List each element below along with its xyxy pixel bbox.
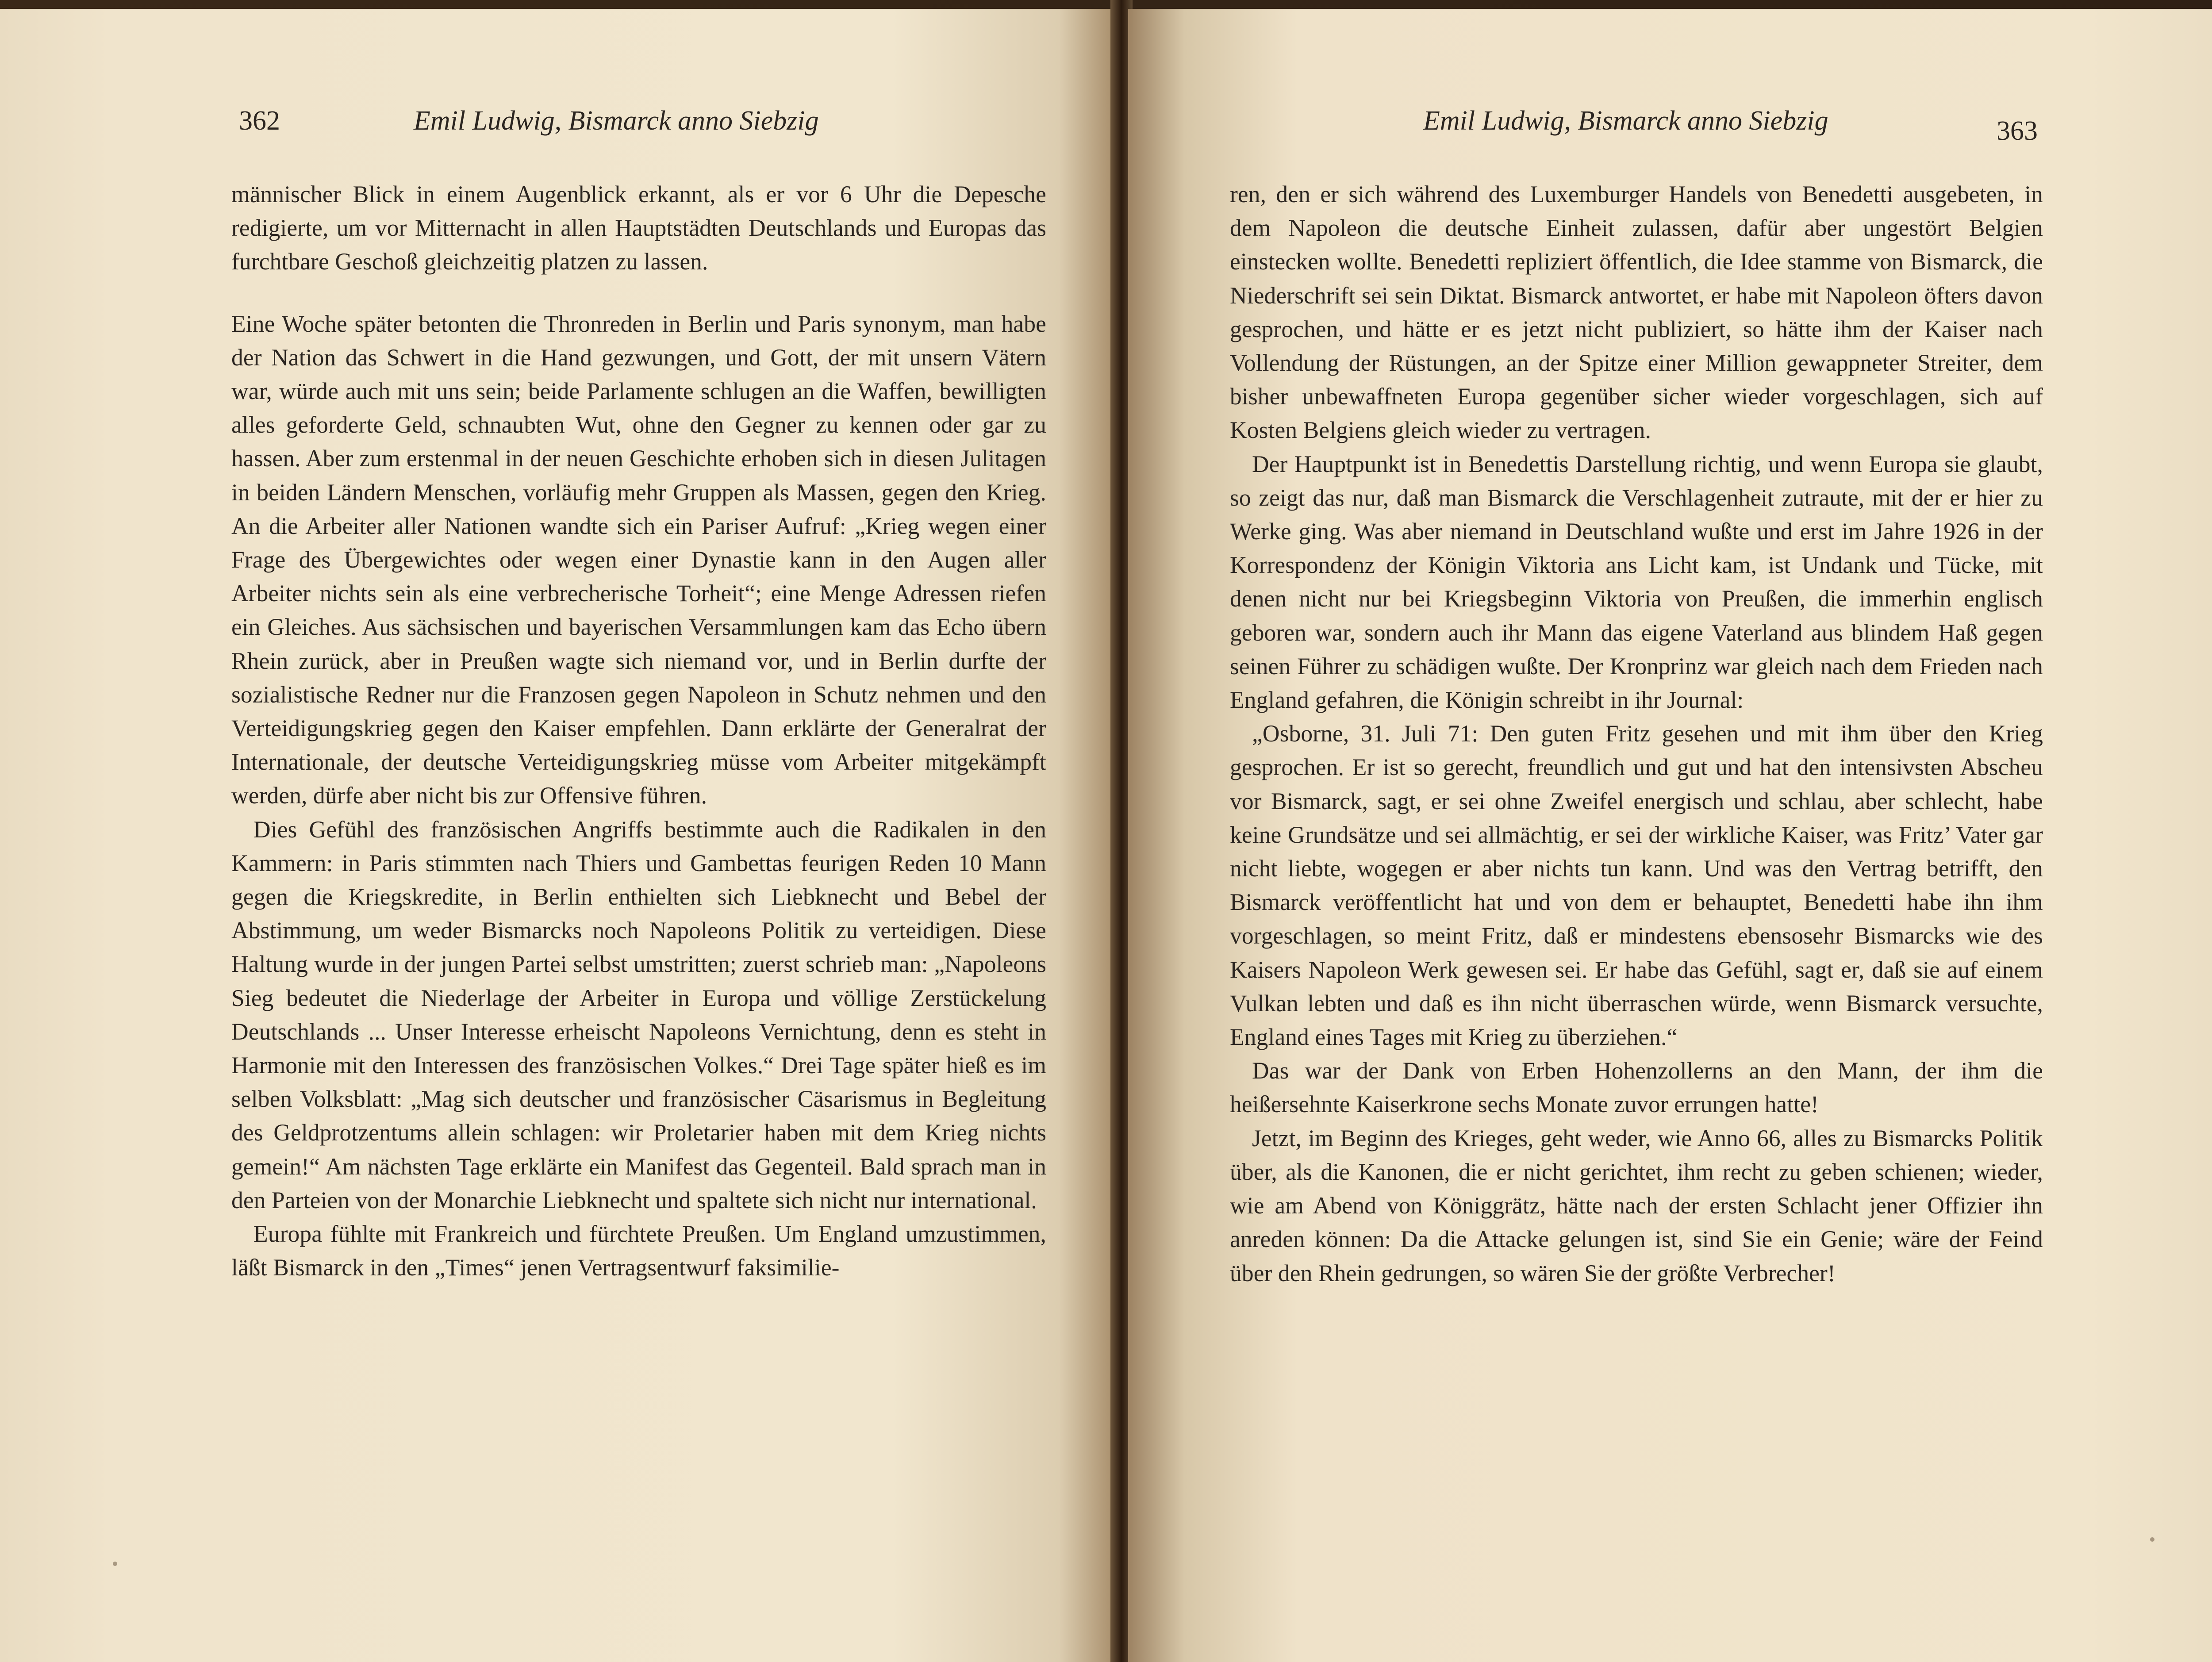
running-head: Emil Ludwig, Bismarck anno Siebzig <box>1423 106 1828 136</box>
page-body <box>1230 177 2043 1290</box>
paragraph: Das war der Dank von Erben Hohenzollerns an den Mann, der ihm die heißersehnte Kaiserkrone sechs Monate zuvor errungen hatte! <box>1230 1057 2043 1118</box>
paragraph: Der Hauptpunkt ist in Benedettis Darstellung richtig, und wenn Europa sie glaubt, so zeigt das nur, daß man Bismarck die Verschlagenheit zutraute, mit der er hier zu Werke ging. Was aber niemand in Deutschland wußte und erst im Jahre 1926 in der Korrespondenz der Königin Viktoria ans Licht kam, ist Undank und Tücke, mit denen nicht nur bei Kriegsbeginn Viktoria von Preußen, die immerhin englisch geboren war, sondern auch ihr Mann das eigene Vaterland aus blindem Haß gegen seinen Führer zu schädigen wußte. Der Kronprinz war gleich nach dem Frieden nach England gefahren, die Königin schreibt in ihr Journal: <box>1230 450 2043 714</box>
paper-speck <box>113 1562 117 1566</box>
paragraph: Jetzt, im Beginn des Krieges, geht weder, wie Anno 66, alles zu Bismarcks Politik über, als die Kanonen, die er nicht gerichtet, ihm recht zu geben schienen; wieder, wie am Abend von Königgrätz, hätte nach der ersten Schlacht jener Offizier ihn anreden können: Da die Attacke gelungen ist, sind Sie ein Genie; wäre der Feind über den Rhein gedrungen, so wären Sie der größte Verbrecher! <box>1230 1125 2043 1286</box>
paragraph: „Osborne, 31. Juli 71: Den guten Fritz gesehen und mit ihm über den Krieg gesprochen. Er ist so gerecht, freundlich und gut und hat den intensivsten Abscheu vor Bismarck, sagt, er sei ohne Zweifel energisch und schlau, aber schlecht, habe keine Grundsätze und sei allmächtig, er sei der wirkliche Kaiser, was Fritz’ Vater gar nicht liebte, wogegen er aber nichts tun kann. Und was den Vertrag betrifft, den Bismarck veröffentlicht hat und von dem er behauptet, Benedetti habe ihn ihm vorgeschlagen, so meint Fritz, daß er mindestens ebensosehr Bismarcks wie des Kaisers Napoleon Werk gewesen sei. Er habe das Gefühl, sagt er, daß sie auf einem Vulkan lebten und daß es ihn nicht überraschen würde, wenn Bismarck versuchte, England eines Tages mit Krieg zu überziehen.“ <box>1230 720 2043 1051</box>
running-head: Emil Ludwig, Bismarck anno Siebzig <box>414 106 819 136</box>
paragraph: ren, den er sich während des Luxemburger Handels von Benedetti ausgebeten, in dem Napoleon die deutsche Einheit zulassen, dafür aber ungestört Belgien einstecken wollte. Benedetti repliziert öffentlich, die Idee stamme von Bismarck, die Niederschrift sei sein Diktat. Bismarck antwortet, er habe mit Napoleon öfters davon gesprochen, und hätte er es jetzt nicht publiziert, so hätte ihm der Kaiser nach Vollendung der Rüstungen, an der Spitze einer Million gewappneter Streiter, dem bisher unbewaffneten Europa gegenüber sicher wieder vorgeschlagen, sich auf Kosten Belgiens gleich wieder zu vertragen. <box>1230 181 2043 444</box>
left-page <box>0 9 1115 1662</box>
paragraph: Dies Gefühl des französischen Angriffs bestimmte auch die Radikalen in den Kammern: in Paris stimmten nach Thiers und Gambettas feurigen Reden 10 Mann gegen die Kriegskredite, in Berlin enthielten sich Liebknecht und Bebel der Abstimmung, um weder Bismarcks noch Napoleons Politik zu verteidigen. Diese Haltung wurde in der jungen Partei selbst umstritten; zuerst schrieb man: „Napoleons Sieg bedeutet die Niederlage der Arbeiter in Europa und völlige Zerstückelung Deutschlands ... Unser Interesse erheischt Napoleons Vernichtung, denn es steht in Harmonie mit den Interessen des französischen Volkes.“ Drei Tage später hieß es im selben Volksblatt: „Mag sich deutscher und französischer Cäsarismus in Begleitung des Geldprotzentums allein schlagen: wir Proletarier haben mit dem Krieg nichts gemein!“ Am nächsten Tage erklärte ein Manifest das Gegenteil. Bald sprach man in den Parteien von der Monarchie Liebknecht und spaltete sich nicht nur international. <box>231 816 1046 1213</box>
page-number: 363 <box>1997 116 2038 146</box>
paragraph: Eine Woche später betonten die Thronreden in Berlin und Paris synonym, man habe der Nation das Schwert in die Hand gezwungen, und Gott, der mit unsern Vätern war, würde auch mit uns sein; beide Parlamente schlugen an die Waffen, bewilligten alles geforderte Geld, schnaubten Wut, ohne den Gegner zu kennen oder gar zu hassen. Aber zum erstenmal in der neuen Geschichte erhoben sich in diesen Julitagen in beiden Ländern Menschen, vorläufig mehr Gruppen als Massen, gegen den Krieg. An die Arbeiter aller Nationen wandte sich ein Pariser Aufruf: „Krieg wegen einer Frage des Übergewichtes oder wegen einer Dynastie kann in den Augen aller Arbeiter nichts sein als eine verbrecherische Torheit“; eine Menge Adressen riefen ein Gleiches. Aus sächsischen und bayerischen Versammlungen kam das Echo übern Rhein zurück, aber in Preußen wagte sich niemand vor, und in Berlin durfte der sozialistische Redner nur die Franzosen gegen Napoleon in Schutz nehmen und den Verteidigungskrieg gegen den Kaiser empfehlen. Dann erklärte der Generalrat der Internationale, der deutsche Verteidigungskrieg müsse vom Arbeiter mitgekämpft werden, dürfe aber nicht bis zur Offensive führen. <box>231 310 1046 809</box>
paper-speck <box>2150 1537 2154 1542</box>
page-body <box>231 177 1046 1285</box>
right-page <box>1128 9 2212 1662</box>
paragraph: männischer Blick in einem Augenblick erkannt, als er vor 6 Uhr die Depesche redigierte, um vor Mitternacht in allen Hauptstädten Deutschlands und Europas das furchtbare Geschoß gleichzeitig platzen zu lassen. <box>231 181 1046 275</box>
paragraph: Europa fühlte mit Frankreich und fürchtete Preußen. Um England umzustimmen, läßt Bismarck in den „Times“ jenen Vertragsentwurf faksimilie- <box>231 1221 1046 1281</box>
page-number: 362 <box>239 106 280 136</box>
